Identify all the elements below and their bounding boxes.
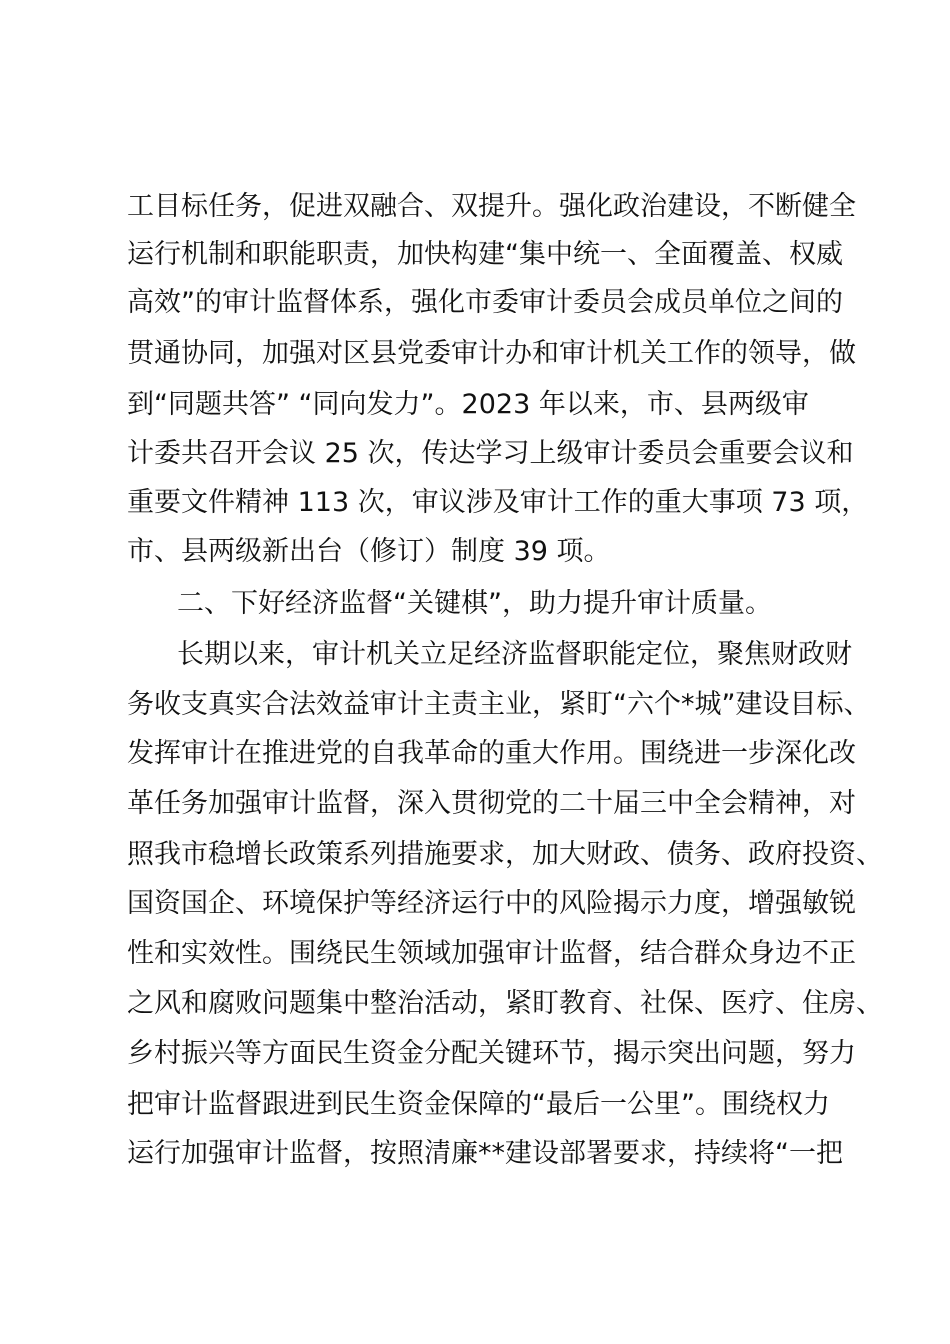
text-line: 运行加强审计监督，按照清廉**建设部署要求，持续将“一把 bbox=[127, 1138, 843, 1169]
text-line: 市、县两级新出台（修订）制度 39 项。 bbox=[127, 536, 611, 567]
text-line: 到“同题共答” “同向发力”。2023 年以来，市、县两级审 bbox=[127, 389, 809, 420]
text-line: 之风和腐败问题集中整治活动，紧盯教育、社保、医疗、住房、 bbox=[127, 988, 883, 1019]
paragraph-first-line: 长期以来，审计机关立足经济监督职能定位，聚焦财政财 bbox=[177, 639, 852, 670]
text-line: 革任务加强审计监督，深入贯彻党的二十届三中全会精神，对 bbox=[127, 788, 856, 819]
text-line: 发挥审计在推进党的自我革命的重大作用。围绕进一步深化改 bbox=[127, 738, 856, 769]
text-line: 计委共召开会议 25 次，传达学习上级审计委员会重要会议和 bbox=[127, 438, 854, 469]
text-line: 乡村振兴等方面民生资金分配关键环节，揭示突出问题，努力 bbox=[127, 1038, 856, 1069]
text-line: 工目标任务，促进双融合、双提升。强化政治建设，不断健全 bbox=[127, 191, 856, 222]
text-line: 重要文件精神 113 次，审议涉及审计工作的重大事项 73 项， bbox=[127, 487, 869, 518]
section-heading: 二、下好经济监督“关键棋”，助力提升审计质量。 bbox=[177, 588, 772, 619]
text-line: 务收支真实合法效益审计主责主业，紧盯“六个*城”建设目标、 bbox=[127, 689, 871, 720]
text-line: 性和实效性。围绕民生领域加强审计监督，结合群众身边不正 bbox=[127, 938, 856, 969]
text-line: 运行机制和职能职责，加快构建“集中统一、全面覆盖、权威 bbox=[127, 239, 843, 270]
text-line: 把审计监督跟进到民生资金保障的“最后一公里”。围绕权力 bbox=[127, 1089, 830, 1120]
text-line: 国资国企、环境保护等经济运行中的风险揭示力度，增强敏锐 bbox=[127, 888, 856, 919]
text-line: 高效”的审计监督体系，强化市委审计委员会成员单位之间的 bbox=[127, 287, 843, 318]
text-line: 照我市稳增长政策系列措施要求，加大财政、债务、政府投资、 bbox=[127, 839, 883, 870]
text-line: 贯通协同，加强对区县党委审计办和审计机关工作的领导，做 bbox=[127, 338, 856, 369]
